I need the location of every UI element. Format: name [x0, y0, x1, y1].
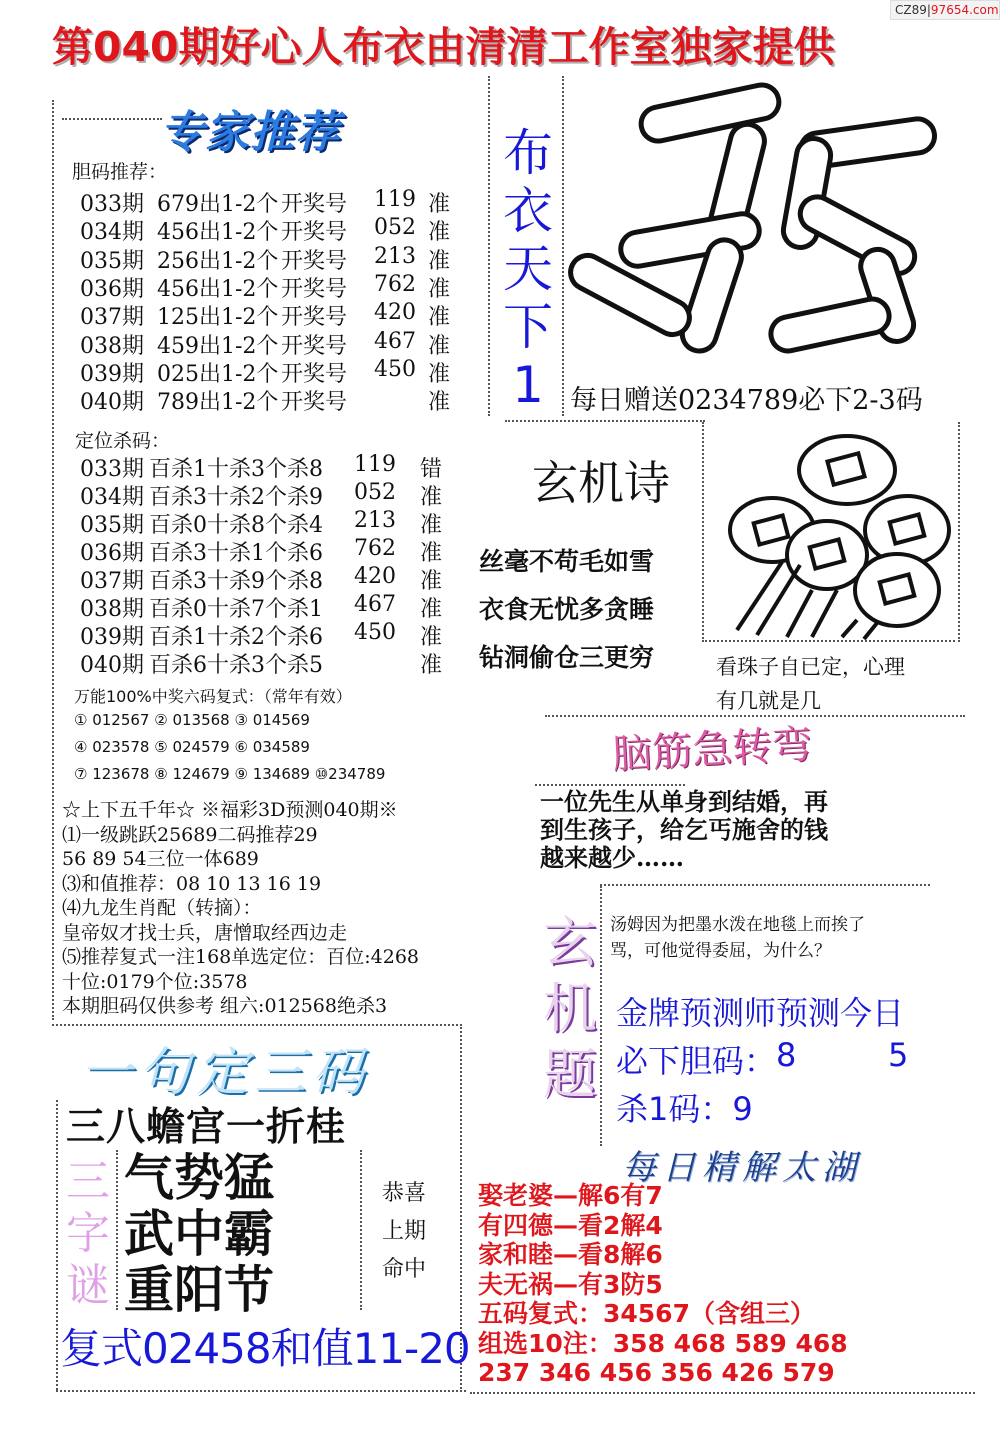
cell-label: 开奖号	[281, 192, 348, 217]
cell-label: 开奖号	[281, 390, 348, 416]
taihu-block	[478, 1181, 848, 1388]
cell-result: 762	[374, 271, 416, 297]
brain-question	[540, 788, 828, 872]
taihu-line: 237 346 456 356 426 579	[478, 1358, 835, 1387]
gift-text: 每日赠送0234789必下2-3码	[570, 385, 923, 416]
cell-pick: 百杀3十杀1个杀6	[149, 541, 323, 566]
cell-verdict: 准	[428, 305, 451, 331]
mystery-line: 汤姆因为把墨水泼在地毯上而挨了	[610, 915, 865, 935]
gold-title: 金牌预测师预测今日	[616, 994, 905, 1032]
history-block	[62, 798, 419, 1019]
cell-label: 开奖号	[281, 220, 348, 246]
riddle-side-title	[62, 1156, 114, 1312]
cell-result: 213	[354, 508, 396, 533]
riddle-side-char: 三	[66, 1156, 110, 1207]
cell-pick: 256出1-2个	[157, 248, 279, 274]
cell-result: 762	[354, 536, 396, 561]
cell-verdict: 准	[420, 569, 443, 594]
cell-issue: 034期	[80, 485, 144, 510]
cell-pick: 679出1-2个	[157, 192, 279, 217]
brain-line: 一位先生从单身到结婚，再	[540, 787, 828, 816]
cell-result: 420	[374, 300, 416, 326]
riddle-answers	[124, 1150, 274, 1318]
riddle-line: 气势猛	[124, 1148, 274, 1207]
cell-result: 119	[354, 452, 396, 477]
divider	[56, 1100, 58, 1390]
taihu-line: 五码复式：34567（含组三）	[478, 1299, 815, 1328]
history-line: ⑴一级跳跃25689二码推荐29	[62, 823, 318, 846]
brain-line: 到生孩子，给乞丐施舍的钱	[540, 815, 828, 844]
kill1-value: 9	[732, 1090, 753, 1128]
cell-result: 450	[374, 356, 416, 382]
cell-result: 467	[354, 592, 396, 617]
poem-note	[716, 650, 905, 718]
history-line: 本期胆码仅供参考 组六:012568绝杀3	[62, 995, 388, 1017]
cell-result: 119	[374, 187, 416, 212]
cell-result: 450	[354, 620, 396, 645]
cell-pick: 百杀3十杀9个杀8	[149, 569, 323, 594]
divider	[702, 422, 704, 642]
poem-note-line: 有几就是几	[716, 689, 821, 713]
history-line: ⑶和值推荐：08 10 13 16 19	[62, 872, 322, 895]
cell-verdict: 准	[420, 597, 443, 622]
cell-pick: 459出1-2个	[157, 333, 279, 359]
cell-verdict: 准	[428, 248, 451, 274]
bottom-complex: 复式02458和值11-20	[60, 1324, 470, 1373]
cell-verdict: 错	[420, 457, 443, 482]
cell-verdict: 准	[420, 513, 443, 538]
cell-result: 420	[354, 564, 396, 589]
buyi-char: 1	[512, 356, 544, 414]
brain-line: 越来越少……	[540, 843, 684, 872]
cell-verdict: 准	[428, 276, 451, 302]
history-line: ☆上下五千年☆ ※福彩3D预测040期※	[62, 799, 398, 821]
divider	[505, 420, 705, 422]
riddle-side-char: 字	[66, 1208, 110, 1259]
cell-issue: 040期	[80, 653, 144, 678]
cell-pick: 百杀0十杀7个杀1	[149, 597, 323, 622]
mystery-question	[610, 912, 865, 964]
cell-verdict: 准	[420, 485, 443, 510]
cell-label: 开奖号	[281, 361, 348, 387]
cell-verdict: 准	[428, 220, 451, 246]
dan-label: 胆码推荐：	[72, 161, 168, 183]
cell-issue: 039期	[80, 361, 144, 387]
cell-pick: 789出1-2个	[157, 390, 279, 416]
cell-pick: 025出1-2个	[157, 361, 279, 387]
divider	[600, 884, 930, 886]
kill1-label: 杀1码：	[616, 1090, 733, 1128]
brain-title: 脑筋急转弯	[611, 721, 814, 779]
riddle-line: 重阳节	[124, 1260, 274, 1319]
congrats-line: 命中	[382, 1257, 427, 1282]
cell-issue: 034期	[80, 220, 144, 246]
poem-line: 钻洞偷仓三更穷	[479, 643, 655, 672]
cell-result: 052	[374, 215, 416, 241]
congrats-line: 恭喜	[382, 1181, 427, 1206]
buyi-char: 衣	[503, 182, 553, 240]
badge-site: 97654.com	[930, 3, 999, 17]
cell-verdict: 准	[420, 625, 443, 650]
cell-issue: 040期	[80, 390, 144, 416]
cell-pick: 125出1-2个	[157, 305, 279, 331]
divider	[535, 784, 685, 786]
page-title: 第040期好心人布衣由清清工作室独家提供	[52, 23, 835, 71]
taihu-line: 夫无祸—有3防5	[478, 1269, 663, 1299]
combo-line: ① 012567 ② 013568 ③ 014569	[74, 711, 310, 729]
taihu-title: 每日精解太湖	[622, 1148, 862, 1188]
cell-result: 213	[374, 243, 416, 269]
cell-pick: 百杀0十杀8个杀4	[149, 513, 323, 538]
combo-line: ④ 023578 ⑤ 024579 ⑥ 034589	[74, 738, 310, 756]
combo-title: 万能100%中奖六码复式：（常年有效）	[74, 687, 352, 706]
cell-pick: 百杀1十杀3个杀8	[149, 457, 323, 482]
divider	[52, 1024, 462, 1026]
poem-title: 玄机诗	[532, 456, 670, 510]
taihu-line: 娶老婆—解6有7	[478, 1181, 663, 1210]
cell-issue: 038期	[80, 597, 144, 622]
divider	[488, 76, 490, 416]
divider	[116, 1150, 118, 1310]
cell-issue: 036期	[80, 276, 144, 302]
divider	[958, 422, 960, 642]
buyi-vertical-title	[497, 124, 559, 414]
divider	[562, 76, 564, 416]
cell-verdict: 准	[420, 541, 443, 566]
divider	[56, 1390, 466, 1392]
mystery-line: 骂，可他觉得委屈，为什么？	[610, 941, 831, 961]
cell-verdict: 准	[428, 333, 451, 359]
must-row	[616, 1036, 946, 1082]
cell-label: 开奖号	[281, 248, 348, 274]
mystery-char: 题	[543, 1043, 597, 1106]
expert-heading: 专家推荐	[160, 107, 340, 158]
taihu-line: 家和睦—看8解6	[478, 1240, 663, 1269]
cell-issue: 033期	[80, 192, 144, 217]
divider	[52, 100, 54, 1020]
cell-pick: 百杀1十杀2个杀6	[149, 625, 323, 650]
history-line: ⑷九龙生肖配（转摘）：	[62, 897, 262, 919]
history-line: ⑸推荐复式一注168单选定位：百位:4268	[62, 946, 420, 968]
kill1-row	[616, 1084, 753, 1130]
cell-label: 开奖号	[281, 333, 348, 359]
cell-issue: 033期	[80, 457, 144, 482]
history-line: 56 89 54三位一体689	[62, 848, 259, 870]
taihu-line: 有四德—看2解4	[478, 1210, 663, 1240]
buyi-char: 下	[503, 298, 553, 356]
cell-verdict: 准	[420, 653, 443, 678]
buyi-char: 布	[503, 124, 553, 182]
cell-issue: 037期	[80, 569, 144, 594]
cell-pick: 456出1-2个	[157, 276, 279, 302]
mystery-char: 玄	[543, 911, 597, 974]
coins-graphic	[712, 425, 957, 640]
congrats-block	[382, 1175, 426, 1289]
divider	[360, 1150, 362, 1310]
cell-issue: 038期	[80, 333, 144, 359]
cell-result: 467	[374, 328, 416, 354]
one-line-phrase: 三八蟾宫一折桂	[66, 1105, 347, 1150]
poem-line: 衣食无忧多贪睡	[479, 595, 655, 624]
divider	[470, 1392, 975, 1394]
must-label: 必下胆码：	[616, 1042, 777, 1080]
poem-line: 丝毫不苟毛如雪	[479, 547, 655, 576]
badge-prefix: CZ89	[895, 3, 927, 17]
buyi-char: 天	[503, 240, 553, 298]
cell-verdict: 准	[428, 192, 451, 217]
big-number-graphic	[565, 78, 985, 378]
history-line: 皇帝奴才找士兵，唐憎取经西边走	[62, 921, 348, 944]
cell-issue: 035期	[80, 248, 144, 274]
cell-issue: 039期	[80, 625, 144, 650]
cell-verdict: 准	[428, 361, 451, 387]
cell-pick: 456出1-2个	[157, 220, 279, 246]
mystery-vertical-title	[540, 910, 600, 1108]
combo-line: ⑦ 123678 ⑧ 124679 ⑨ 134689 ⑩234789	[74, 765, 386, 783]
kill-label: 定位杀码：	[75, 430, 171, 452]
cell-issue: 036期	[80, 541, 144, 566]
cell-result: 052	[354, 480, 396, 505]
congrats-line: 上期	[382, 1219, 427, 1244]
site-badge[interactable]: CZ89|97654.com	[890, 0, 1000, 20]
divider	[705, 640, 955, 642]
must-a: 8	[776, 1036, 797, 1074]
poem-note-line: 看珠子自已定，心理	[716, 655, 905, 679]
mystery-char: 机	[543, 977, 597, 1040]
riddle-side-char: 谜	[66, 1260, 110, 1311]
cell-label: 开奖号	[281, 305, 348, 331]
cell-issue: 035期	[80, 513, 144, 538]
taihu-line: 组选10注：358 468 589 468	[478, 1328, 848, 1358]
cell-pick: 百杀3十杀2个杀9	[149, 485, 323, 510]
one-line-heading: 一句定三码	[80, 1043, 371, 1103]
must-b: 5	[888, 1036, 909, 1074]
cell-label: 开奖号	[281, 276, 348, 302]
divider	[62, 118, 162, 120]
cell-issue: 037期	[80, 305, 144, 331]
cell-pick: 百杀6十杀3个杀5	[149, 653, 323, 678]
cell-verdict: 准	[428, 390, 451, 416]
riddle-line: 武中霸	[124, 1204, 274, 1263]
history-line: 十位:0179个位:3578	[62, 970, 248, 993]
divider	[600, 886, 602, 1146]
